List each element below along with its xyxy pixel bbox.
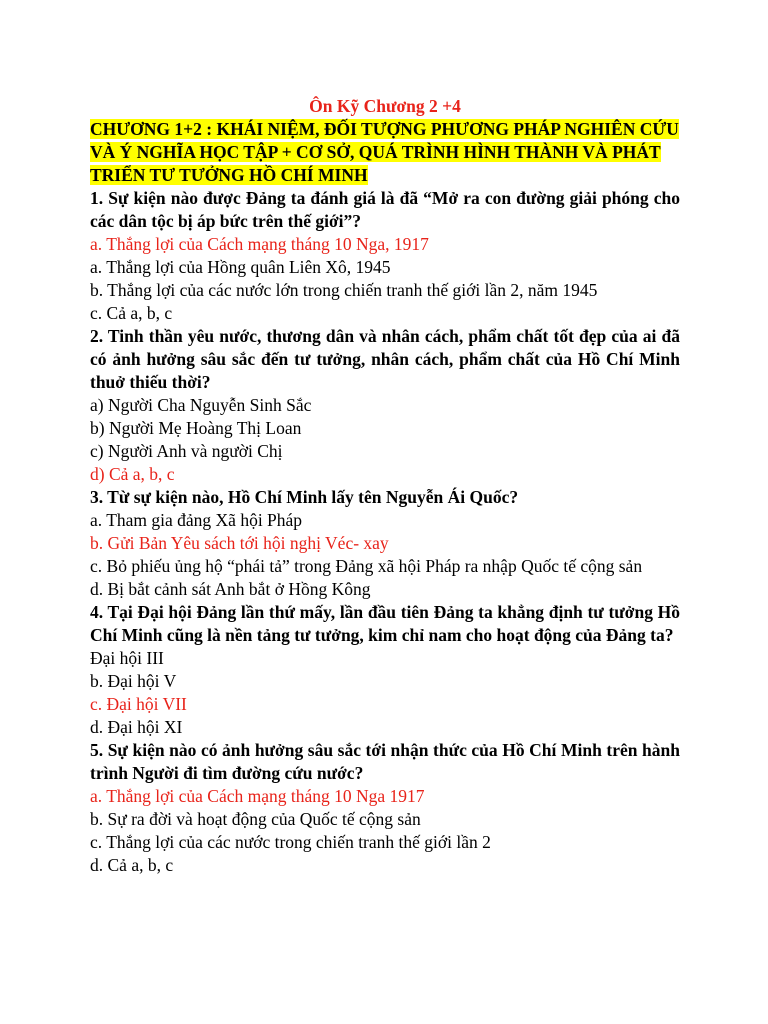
question-4 — [90, 601, 680, 739]
question-3 — [90, 486, 680, 601]
question-5 — [90, 739, 680, 877]
answer-option: b. Đại hội V — [90, 671, 177, 691]
answer-option: b. Sự ra đời và hoạt động của Quốc tế cộng sản — [90, 809, 421, 829]
question-text: 4. Tại Đại hội Đảng lần thứ mấy, lần đầu tiên Đảng ta khẳng định tư tưởng Hồ Chí Minh cũng là nền tảng tư tưởng, kim chỉ nam cho hoạt động của Đảng ta? — [90, 602, 680, 645]
answer-option-correct: d) Cả a, b, c — [90, 464, 175, 484]
question-2 — [90, 325, 680, 486]
question-text: 1. Sự kiện nào được Đảng ta đánh giá là đã “Mở ra con đường giải phóng cho các dân tộc bị áp bức trên thế giới”? — [90, 188, 680, 231]
answer-option: c) Người Anh và người Chị — [90, 441, 283, 461]
answer-option: d. Đại hội XI — [90, 717, 183, 737]
chapter-heading — [90, 118, 680, 187]
answer-option-correct: c. Đại hội VII — [90, 694, 187, 714]
question-list — [90, 187, 680, 877]
question-text: 2. Tinh thần yêu nước, thương dân và nhân cách, phẩm chất tốt đẹp của ai đã có ảnh hưởng sâu sắc đến tư tưởng, nhân cách, phẩm chất của Hồ Chí Minh thuở thiếu thời? — [90, 326, 680, 392]
answer-option: d. Cả a, b, c — [90, 855, 174, 875]
answer-option: a. Tham gia đảng Xã hội Pháp — [90, 510, 303, 530]
answer-option: c. Thắng lợi của các nước trong chiến tranh thế giới lần 2 — [90, 832, 491, 852]
document-title: Ôn Kỹ Chương 2 +4 — [309, 96, 461, 116]
answer-option-correct: b. Gửi Bản Yêu sách tới hội nghị Véc- xay — [90, 533, 389, 553]
answer-option: d. Bị bắt cảnh sát Anh bắt ở Hồng Kông — [90, 579, 371, 599]
answer-option: b) Người Mẹ Hoàng Thị Loan — [90, 418, 302, 438]
question-text: 3. Từ sự kiện nào, Hồ Chí Minh lấy tên Nguyễn Ái Quốc? — [90, 487, 519, 507]
answer-option: a. Thắng lợi của Hồng quân Liên Xô, 1945 — [90, 257, 391, 277]
answer-option-correct: a. Thắng lợi của Cách mạng tháng 10 Nga 1917 — [90, 786, 425, 806]
answer-option: Đại hội III — [90, 648, 164, 668]
chapter-heading-text: CHƯƠNG 1+2 : KHÁI NIỆM, ĐỐI TƯỢNG PHƯƠNG PHÁP NGHIÊN CỨU VÀ Ý NGHĨA HỌC TẬP + CƠ SỞ, QUÁ TRÌNH HÌNH THÀNH VÀ PHÁT TRIỂN TƯ TƯỞNG HỒ CHÍ MINH — [90, 119, 679, 185]
question-text: 5. Sự kiện nào có ảnh hưởng sâu sắc tới nhận thức của Hồ Chí Minh trên hành trình Người đi tìm đường cứu nước? — [90, 740, 680, 783]
answer-option: a) Người Cha Nguyễn Sinh Sắc — [90, 395, 312, 415]
answer-option: c. Bỏ phiếu ủng hộ “phái tả” trong Đảng xã hội Pháp ra nhập Quốc tế cộng sản — [90, 556, 643, 576]
answer-option-correct: a. Thắng lợi của Cách mạng tháng 10 Nga, 1917 — [90, 234, 429, 254]
answer-option: b. Thắng lợi của các nước lớn trong chiến tranh thế giới lần 2, năm 1945 — [90, 280, 598, 300]
question-1 — [90, 187, 680, 325]
answer-option: c. Cả a, b, c — [90, 303, 173, 323]
